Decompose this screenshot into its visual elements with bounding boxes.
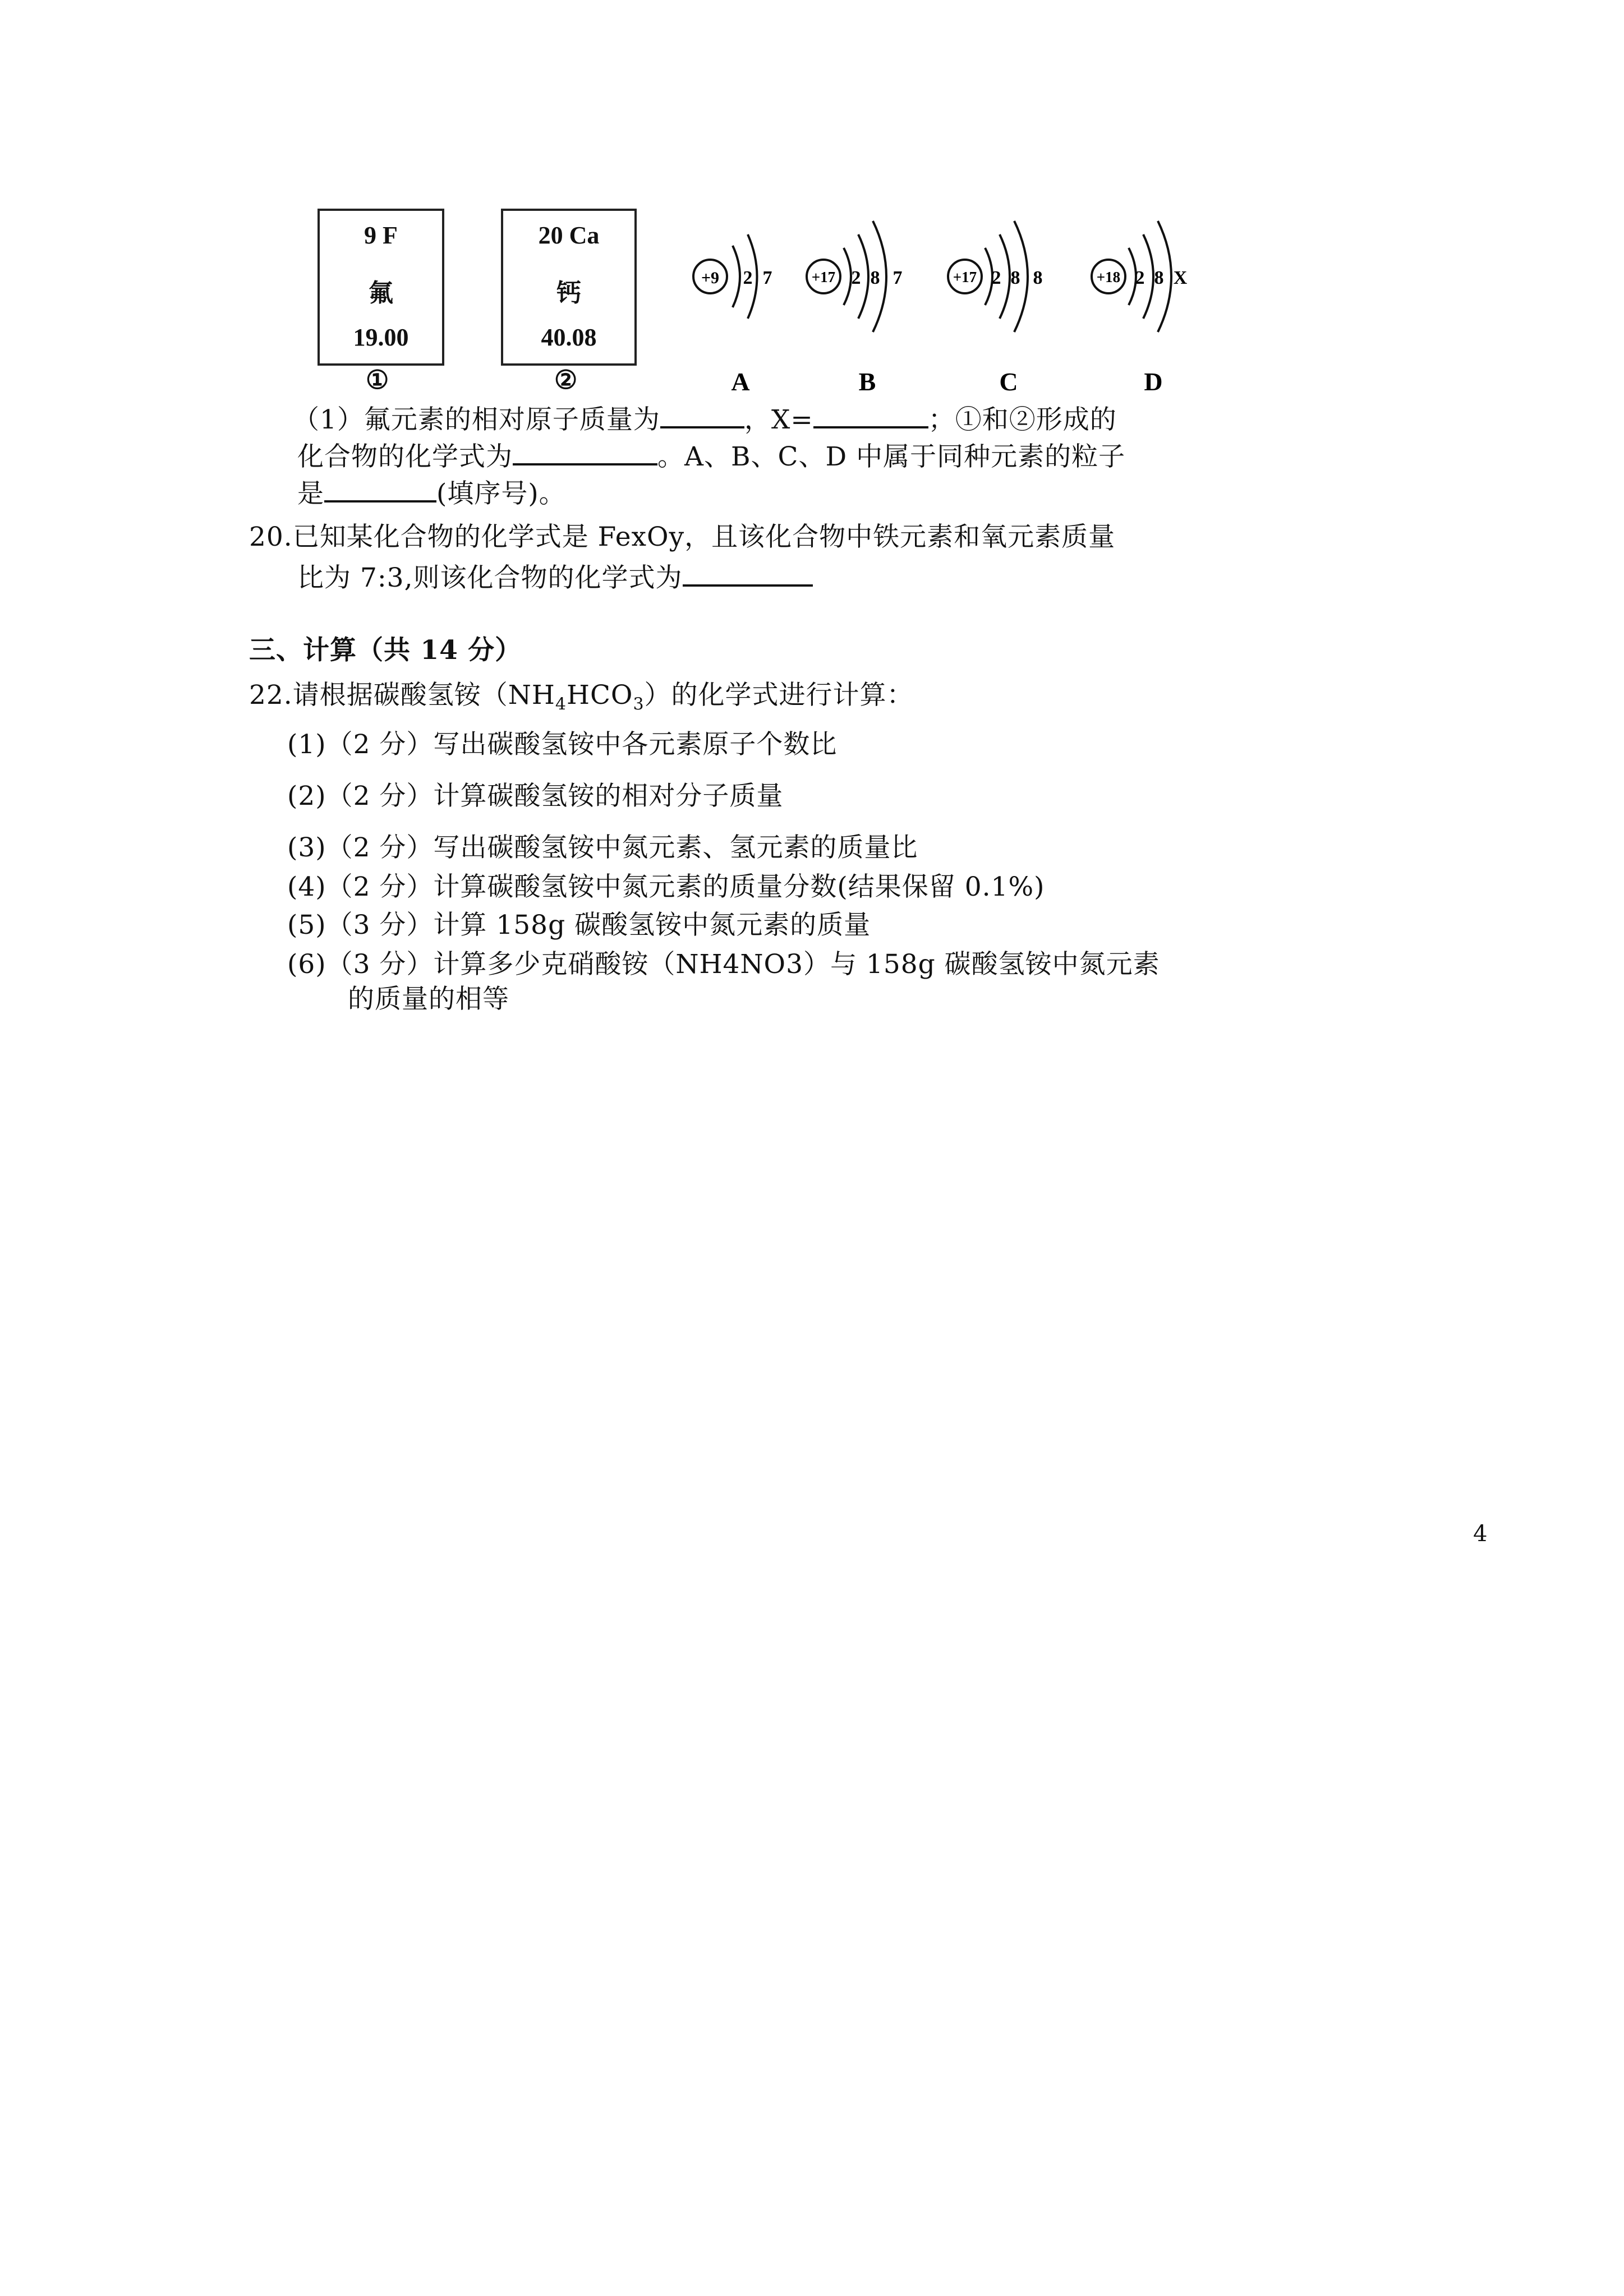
q19-text: （1）氟元素的相对原子质量为 — [293, 404, 660, 435]
atom-label: B — [858, 367, 876, 396]
card-label: ① — [366, 366, 389, 394]
answer-blank — [324, 477, 436, 502]
card-name: 氟 — [369, 279, 393, 307]
q19-line-2 — [297, 440, 1125, 474]
electron-count: X — [1173, 268, 1188, 288]
subscript: 3 — [633, 694, 645, 714]
nucleus-charge: +18 — [1096, 269, 1121, 285]
atom-label: C — [999, 367, 1018, 396]
subscript: 4 — [555, 694, 567, 714]
atom-diagram-b — [807, 221, 903, 396]
nucleus-charge: +17 — [811, 269, 836, 285]
electron-count: 2 — [1135, 268, 1145, 288]
element-card-calcium — [501, 209, 637, 366]
answer-blank — [813, 403, 928, 428]
q19-text: ；①和②形成的 — [928, 404, 1117, 435]
q19-line-1 — [293, 403, 1117, 437]
q22-item-4: (4)（2 分）计算碳酸氢铵中氮元素的质量分数(结果保留 0.1%) — [287, 872, 1045, 902]
q20-line-1: 20.已知某化合物的化学式是 FexOy，且该化合物中铁元素和氧元素质量 — [249, 522, 1116, 552]
q22-item-6-continued: 的质量的相等 — [348, 984, 509, 1015]
card-label: ② — [554, 366, 578, 394]
page-number: 4 — [1473, 1521, 1488, 1547]
electron-count: 8 — [1033, 268, 1043, 288]
atom-label: A — [731, 367, 750, 396]
electron-count: 7 — [892, 268, 903, 288]
q19-text: 是 — [297, 478, 324, 509]
q19-text: 。A、B、C、D 中属于同种元素的粒子 — [657, 441, 1126, 472]
atomic-structure-diagrams — [673, 202, 1234, 398]
card-symbol: 20 Ca — [538, 222, 600, 249]
card-symbol: 9 F — [364, 222, 398, 249]
card-mass: 19.00 — [353, 324, 409, 351]
q22-item-6: (6)（3 分）计算多少克硝酸铵（NH4NO3）与 158g 碳酸氢铵中氮元素 — [287, 949, 1160, 980]
atom-diagram-c — [948, 221, 1043, 396]
atom-diagram-a — [693, 234, 772, 396]
q22-intro-text: ）的化学式进行计算： — [644, 680, 914, 711]
electron-count: 7 — [762, 268, 772, 288]
q19-text: ，X= — [744, 404, 813, 435]
card-mass: 40.08 — [541, 324, 597, 351]
electron-count: 8 — [870, 268, 880, 288]
electron-count: 8 — [1154, 268, 1164, 288]
q19-line-3 — [297, 477, 566, 511]
answer-blank — [683, 561, 813, 587]
answer-blank — [660, 403, 744, 428]
electron-count: 2 — [851, 268, 861, 288]
q22-item-5: (5)（3 分）计算 158g 碳酸氢铵中氮元素的质量 — [287, 910, 871, 940]
electron-count: 2 — [743, 268, 753, 288]
nucleus-charge: +9 — [701, 269, 720, 287]
element-card-fluorine — [318, 209, 444, 366]
q22-intro-text: 22.请根据碳酸氢铵（NH — [249, 680, 555, 711]
q22-item-1: (1)（2 分）写出碳酸氢铵中各元素原子个数比 — [287, 729, 838, 760]
atom-label: D — [1144, 367, 1163, 396]
nucleus-charge: +17 — [953, 269, 977, 285]
q20-text: 比为 7:3,则该化合物的化学式为 — [297, 563, 683, 593]
q22-intro-text: HCO — [566, 680, 633, 711]
atom-diagram-d — [1092, 221, 1188, 396]
electron-count: 2 — [991, 268, 1001, 288]
electron-count: 8 — [1010, 268, 1020, 288]
section-3-title: 三、计算（共 14 分） — [249, 635, 522, 666]
q20-line-2 — [297, 561, 813, 595]
q22-item-3: (3)（2 分）写出碳酸氢铵中氮元素、氢元素的质量比 — [287, 832, 918, 863]
q22-intro — [249, 679, 914, 721]
answer-blank — [513, 440, 657, 465]
q19-text: (填序号)。 — [436, 478, 566, 509]
q19-text: 化合物的化学式为 — [297, 441, 513, 472]
card-name: 钙 — [556, 279, 581, 307]
q22-item-2: (2)（2 分）计算碳酸氢铵的相对分子质量 — [287, 781, 784, 812]
